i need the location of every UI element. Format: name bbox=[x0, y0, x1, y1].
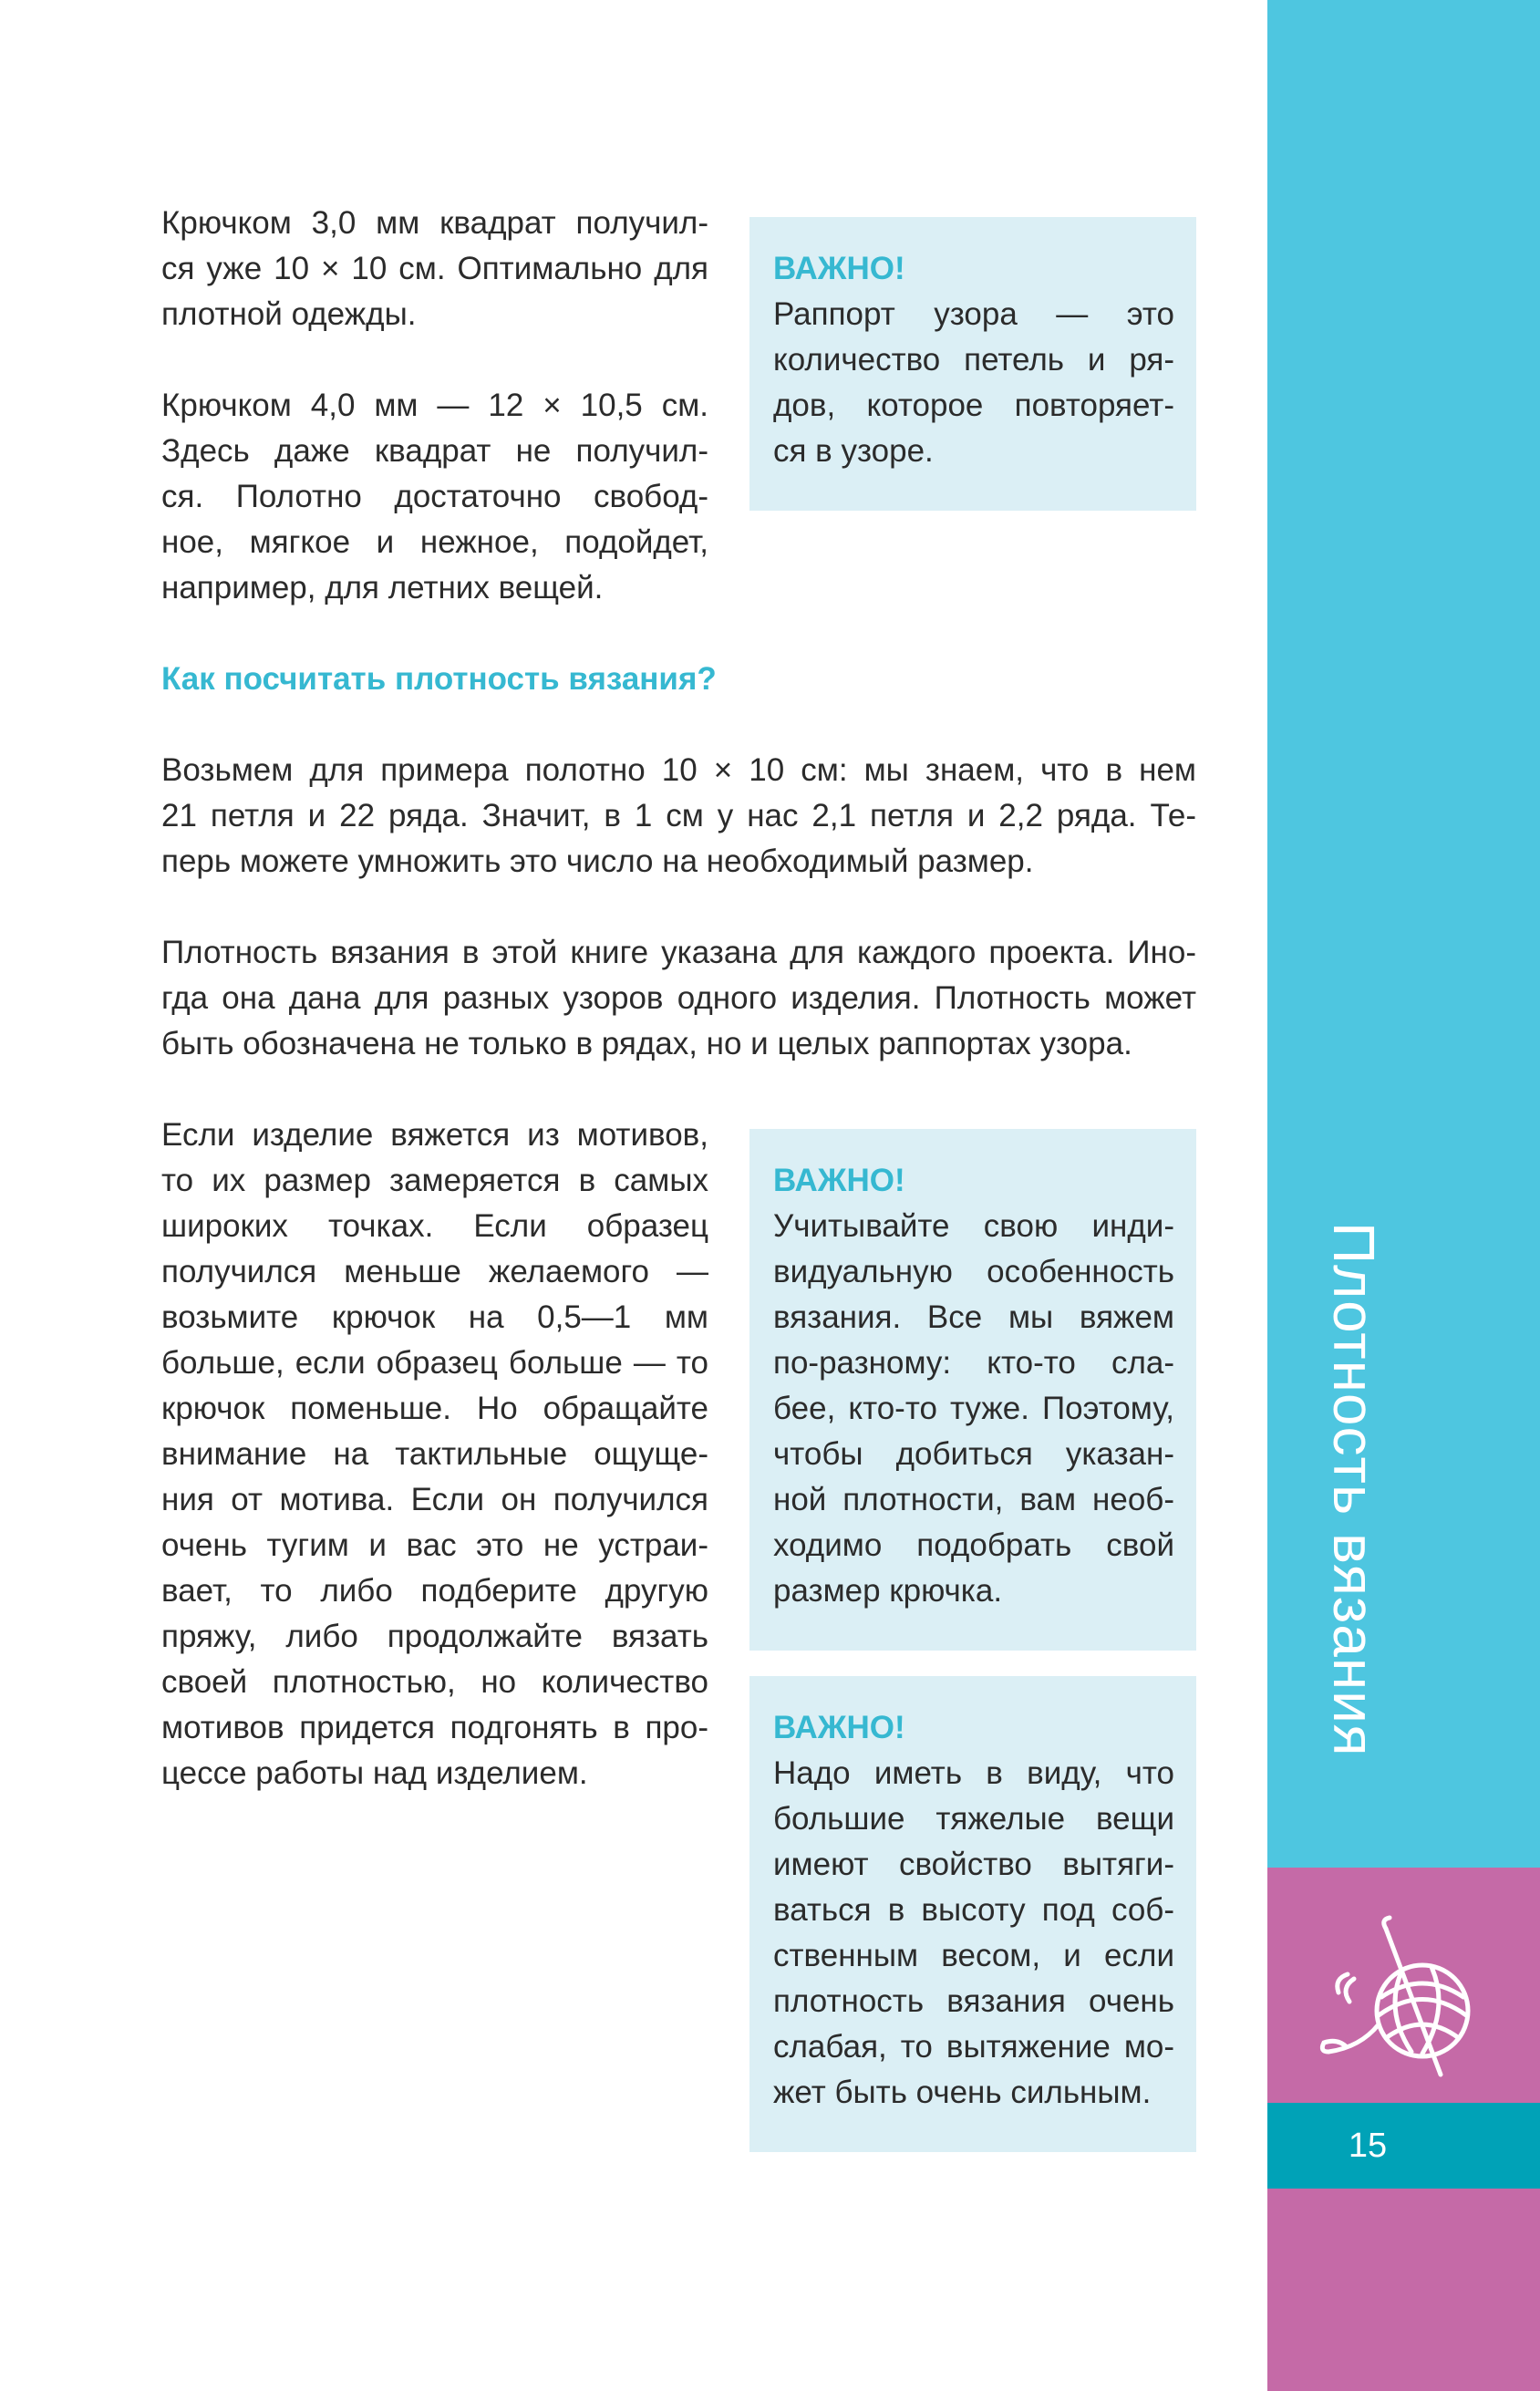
note-line: Надо иметь в виду, что bbox=[773, 1755, 1174, 1791]
note-line: Учитывайте свою инди- bbox=[773, 1208, 1174, 1244]
text-line: плотной одежды. bbox=[161, 296, 417, 332]
note-line: ственным весом, и если bbox=[773, 1938, 1174, 1973]
note-body bbox=[773, 292, 1174, 474]
sidebar-bottom-band bbox=[1267, 2189, 1540, 2391]
note-line: чтобы добиться указан- bbox=[773, 1436, 1174, 1472]
note-box-heavy-items bbox=[749, 1676, 1196, 2152]
note-line: бее, кто-то туже. Поэтому, bbox=[773, 1391, 1174, 1426]
text-line: своей плотностью, но количество bbox=[161, 1664, 708, 1700]
text-line: 21 петля и 22 ряда. Значит, в 1 см у нас 2,1 петля и 2,2 ряда. Те- bbox=[161, 798, 1196, 833]
text-line: возьмите крючок на 0,5—1 мм bbox=[161, 1299, 708, 1335]
note-line: жет быть очень сильным. bbox=[773, 2075, 1152, 2110]
text-line: ное, мягкое и нежное, подойдет, bbox=[161, 524, 708, 560]
text-line: больше, если образец больше — то bbox=[161, 1345, 708, 1381]
note-line: Раппорт узора — это bbox=[773, 296, 1174, 332]
note-line: большие тяжелые вещи bbox=[773, 1801, 1174, 1837]
text-line: цессе работы над изделием. bbox=[161, 1755, 588, 1791]
text-line: Если изделие вяжется из мотивов, bbox=[161, 1117, 708, 1153]
note-heading: ВАЖНО! bbox=[773, 1710, 905, 1745]
note-heading: ВАЖНО! bbox=[773, 251, 905, 286]
yarn-ball-with-hook-icon bbox=[1295, 1901, 1477, 2084]
text-line: ния от мотива. Если он получился bbox=[161, 1482, 708, 1517]
note-line: ходимо подобрать свой bbox=[773, 1527, 1174, 1563]
note-line: размер крючка. bbox=[773, 1573, 1003, 1609]
text-line: Возьмем для примера полотно 10 × 10 см: мы знаем, что в нем bbox=[161, 752, 1196, 788]
text-line: Здесь даже квадрат не получил- bbox=[161, 433, 708, 469]
text-line: получился меньше желаемого — bbox=[161, 1254, 708, 1289]
text-line: Крючком 4,0 мм — 12 × 10,5 см. bbox=[161, 388, 708, 423]
note-box-rapport bbox=[749, 217, 1196, 511]
note-heading: ВАЖНО! bbox=[773, 1163, 905, 1198]
text-line: например, для летних вещей. bbox=[161, 570, 604, 606]
text-line: мотивов придется подгонять в про- bbox=[161, 1710, 708, 1745]
text-line: то их размер замеряется в самых bbox=[161, 1163, 708, 1198]
text-line: Крючком 3,0 мм квадрат получил- bbox=[161, 205, 708, 241]
note-line: ся в узоре. bbox=[773, 433, 934, 469]
text-line: внимание на тактильные ощуще- bbox=[161, 1436, 708, 1472]
note-line: имеют свойство вытяги- bbox=[773, 1847, 1174, 1882]
paragraph-hook-3mm bbox=[161, 201, 708, 337]
text-line: быть обозначена не только в рядах, но и целых раппортах узора. bbox=[161, 1026, 1132, 1061]
note-line: плотность вязания очень bbox=[773, 1983, 1174, 2019]
text-line: ся. Полотно достаточно свобод- bbox=[161, 479, 708, 514]
text-line: гда она дана для разных узоров одного изделия. Плотность может bbox=[161, 980, 1196, 1016]
note-box-individual bbox=[749, 1129, 1196, 1651]
paragraph-gauge-in-book bbox=[161, 930, 1196, 1067]
note-line: вязания. Все мы вяжем bbox=[773, 1299, 1174, 1335]
note-body bbox=[773, 1204, 1174, 1614]
paragraph-hook-4mm bbox=[161, 383, 708, 611]
paragraph-motifs bbox=[161, 1113, 708, 1796]
note-line: по-разному: кто-то сла- bbox=[773, 1345, 1174, 1381]
text-line: пряжу, либо продолжайте вязать bbox=[161, 1619, 708, 1654]
note-line: видуальную особенность bbox=[773, 1254, 1174, 1289]
text-line: вает, то либо подберите другую bbox=[161, 1573, 708, 1609]
text-line: широких точках. Если образец bbox=[161, 1208, 708, 1244]
text-line: очень тугим и вас это не устраи- bbox=[161, 1527, 708, 1563]
text-line: Плотность вязания в этой книге указана для каждого проекта. Ино- bbox=[161, 935, 1196, 970]
section-title: Плотность вязания bbox=[1321, 1222, 1387, 1757]
text-line: перь можете умножить это число на необходимый размер. bbox=[161, 844, 1034, 879]
page-number: 15 bbox=[1348, 2127, 1388, 2165]
note-line: количество петель и ря- bbox=[773, 342, 1174, 378]
text-line: ся уже 10 × 10 см. Оптимально для bbox=[161, 251, 708, 286]
note-body bbox=[773, 1751, 1174, 2116]
subheading: Как посчитать плотность вязания? bbox=[161, 661, 717, 697]
text-line: крючок поменьше. Но обращайте bbox=[161, 1391, 708, 1426]
note-line: ной плотности, вам необ- bbox=[773, 1482, 1174, 1517]
paragraph-example bbox=[161, 748, 1196, 885]
note-line: слабая, то вытяжение мо- bbox=[773, 2029, 1174, 2065]
note-line: ваться в высоту под соб- bbox=[773, 1892, 1174, 1928]
note-line: дов, которое повторяет- bbox=[773, 388, 1174, 423]
